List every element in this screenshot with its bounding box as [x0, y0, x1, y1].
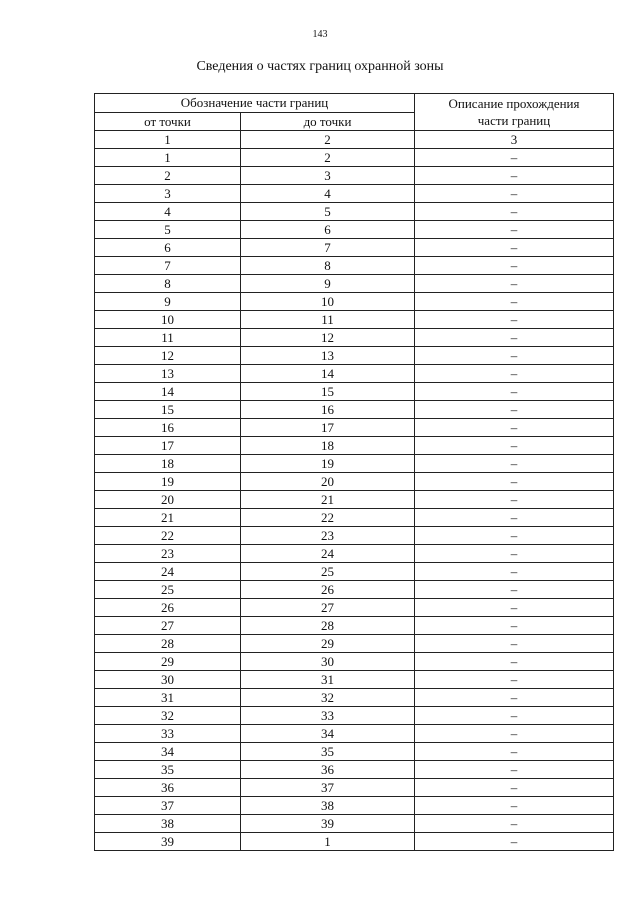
cell-description: – [415, 167, 614, 185]
cell-from-point: 37 [95, 797, 241, 815]
cell-description: – [415, 221, 614, 239]
cell-from-point: 8 [95, 275, 241, 293]
table-row [95, 401, 614, 419]
cell-from-point: 34 [95, 743, 241, 761]
cell-to-point: 14 [241, 365, 415, 383]
cell-to-point: 29 [241, 635, 415, 653]
cell-description: – [415, 635, 614, 653]
page-number: 143 [312, 29, 328, 40]
table-row [95, 221, 614, 239]
cell-to-point: 32 [241, 689, 415, 707]
cell-to-point: 3 [241, 167, 415, 185]
cell-from-point: 12 [95, 347, 241, 365]
cell-to-point: 20 [241, 473, 415, 491]
cell-to-point: 34 [241, 725, 415, 743]
cell-description: – [415, 815, 614, 833]
cell-from-point: 32 [95, 707, 241, 725]
cell-description: – [415, 347, 614, 365]
cell-from-point: 9 [95, 293, 241, 311]
cell-to-point: 9 [241, 275, 415, 293]
table-row [95, 365, 614, 383]
cell-to-point: 5 [241, 203, 415, 221]
cell-description: – [415, 509, 614, 527]
cell-from-point: 10 [95, 311, 241, 329]
table-row [95, 473, 614, 491]
cell-from-point: 27 [95, 617, 241, 635]
cell-from-point: 38 [95, 815, 241, 833]
cell-to-point: 35 [241, 743, 415, 761]
cell-from-point: 19 [95, 473, 241, 491]
cell-to-point: 36 [241, 761, 415, 779]
table-row [95, 383, 614, 401]
cell-to-point: 12 [241, 329, 415, 347]
cell-description: – [415, 311, 614, 329]
table-header [95, 94, 614, 131]
table-row [95, 455, 614, 473]
header-row-group [95, 94, 614, 113]
cell-to-point: 15 [241, 383, 415, 401]
table-row [95, 239, 614, 257]
cell-description: – [415, 707, 614, 725]
table-row [95, 581, 614, 599]
cell-from-point: 35 [95, 761, 241, 779]
cell-description: – [415, 599, 614, 617]
cell-from-point: 25 [95, 581, 241, 599]
cell-description: – [415, 473, 614, 491]
cell-to-point: 7 [241, 239, 415, 257]
cell-from-point: 1 [95, 131, 241, 149]
table-row [95, 149, 614, 167]
table-row [95, 671, 614, 689]
table-row [95, 599, 614, 617]
cell-description: 3 [415, 131, 614, 149]
cell-to-point: 10 [241, 293, 415, 311]
cell-description: – [415, 545, 614, 563]
cell-to-point: 8 [241, 257, 415, 275]
cell-from-point: 29 [95, 653, 241, 671]
cell-description: – [415, 563, 614, 581]
cell-to-point: 31 [241, 671, 415, 689]
cell-to-point: 23 [241, 527, 415, 545]
cell-to-point: 25 [241, 563, 415, 581]
cell-to-point: 13 [241, 347, 415, 365]
cell-to-point: 1 [241, 833, 415, 851]
cell-to-point: 2 [241, 149, 415, 167]
table-row [95, 167, 614, 185]
cell-to-point: 28 [241, 617, 415, 635]
header-to-point: до точки [241, 113, 415, 131]
cell-from-point: 18 [95, 455, 241, 473]
cell-description: – [415, 455, 614, 473]
table-row [95, 743, 614, 761]
table-row [95, 437, 614, 455]
cell-from-point: 4 [95, 203, 241, 221]
cell-description: – [415, 779, 614, 797]
cell-to-point: 4 [241, 185, 415, 203]
table-row [95, 185, 614, 203]
cell-from-point: 30 [95, 671, 241, 689]
table-body [95, 131, 614, 851]
cell-from-point: 24 [95, 563, 241, 581]
table-row [95, 545, 614, 563]
cell-from-point: 16 [95, 419, 241, 437]
cell-from-point: 23 [95, 545, 241, 563]
cell-from-point: 14 [95, 383, 241, 401]
cell-description: – [415, 419, 614, 437]
cell-to-point: 11 [241, 311, 415, 329]
page-title: Сведения о частях границ охранной зоны [196, 59, 444, 74]
cell-from-point: 22 [95, 527, 241, 545]
cell-description: – [415, 293, 614, 311]
table-row [95, 761, 614, 779]
cell-from-point: 13 [95, 365, 241, 383]
cell-to-point: 6 [241, 221, 415, 239]
cell-description: – [415, 761, 614, 779]
cell-to-point: 38 [241, 797, 415, 815]
cell-description: – [415, 743, 614, 761]
cell-to-point: 21 [241, 491, 415, 509]
table-row [95, 653, 614, 671]
cell-description: – [415, 149, 614, 167]
table-row [95, 563, 614, 581]
table-row [95, 275, 614, 293]
table-row [95, 617, 614, 635]
cell-from-point: 20 [95, 491, 241, 509]
cell-from-point: 3 [95, 185, 241, 203]
cell-from-point: 2 [95, 167, 241, 185]
table-row [95, 779, 614, 797]
cell-description: – [415, 257, 614, 275]
cell-from-point: 26 [95, 599, 241, 617]
table-row [95, 527, 614, 545]
cell-from-point: 5 [95, 221, 241, 239]
cell-to-point: 2 [241, 131, 415, 149]
cell-description: – [415, 491, 614, 509]
cell-description: – [415, 617, 614, 635]
cell-description: – [415, 401, 614, 419]
cell-description: – [415, 797, 614, 815]
table-row [95, 797, 614, 815]
header-description-line-2: части границ [477, 113, 551, 128]
cell-to-point: 22 [241, 509, 415, 527]
table-row [95, 833, 614, 851]
cell-description: – [415, 671, 614, 689]
cell-from-point: 21 [95, 509, 241, 527]
table-row [95, 815, 614, 833]
cell-to-point: 18 [241, 437, 415, 455]
cell-description: – [415, 239, 614, 257]
cell-from-point: 31 [95, 689, 241, 707]
table-row [95, 131, 614, 149]
cell-description: – [415, 383, 614, 401]
table-row [95, 329, 614, 347]
cell-description: – [415, 365, 614, 383]
cell-description: – [415, 725, 614, 743]
table-row [95, 311, 614, 329]
cell-description: – [415, 689, 614, 707]
cell-from-point: 15 [95, 401, 241, 419]
table-row [95, 419, 614, 437]
table-row [95, 509, 614, 527]
cell-description: – [415, 185, 614, 203]
table-row [95, 707, 614, 725]
table-row [95, 725, 614, 743]
cell-from-point: 36 [95, 779, 241, 797]
table-row [95, 293, 614, 311]
cell-from-point: 33 [95, 725, 241, 743]
cell-from-point: 6 [95, 239, 241, 257]
header-boundary-designation: Обозначение части границ [95, 94, 415, 113]
cell-from-point: 7 [95, 257, 241, 275]
cell-description: – [415, 581, 614, 599]
cell-to-point: 16 [241, 401, 415, 419]
table-row [95, 491, 614, 509]
header-description-line-1: Описание прохождения [448, 96, 580, 111]
cell-description: – [415, 833, 614, 851]
cell-to-point: 33 [241, 707, 415, 725]
table-row [95, 635, 614, 653]
boundary-parts-table [94, 93, 614, 851]
table-row [95, 203, 614, 221]
cell-to-point: 39 [241, 815, 415, 833]
header-from-point: от точки [95, 113, 241, 131]
table-row [95, 689, 614, 707]
cell-from-point: 1 [95, 149, 241, 167]
cell-description: – [415, 275, 614, 293]
cell-from-point: 28 [95, 635, 241, 653]
cell-description: – [415, 203, 614, 221]
cell-to-point: 24 [241, 545, 415, 563]
cell-description: – [415, 527, 614, 545]
cell-from-point: 39 [95, 833, 241, 851]
header-description [415, 94, 614, 131]
cell-from-point: 17 [95, 437, 241, 455]
cell-to-point: 30 [241, 653, 415, 671]
cell-from-point: 11 [95, 329, 241, 347]
cell-to-point: 17 [241, 419, 415, 437]
cell-to-point: 27 [241, 599, 415, 617]
cell-to-point: 37 [241, 779, 415, 797]
cell-description: – [415, 437, 614, 455]
cell-to-point: 26 [241, 581, 415, 599]
cell-description: – [415, 653, 614, 671]
cell-to-point: 19 [241, 455, 415, 473]
table-row [95, 257, 614, 275]
cell-description: – [415, 329, 614, 347]
table-row [95, 347, 614, 365]
